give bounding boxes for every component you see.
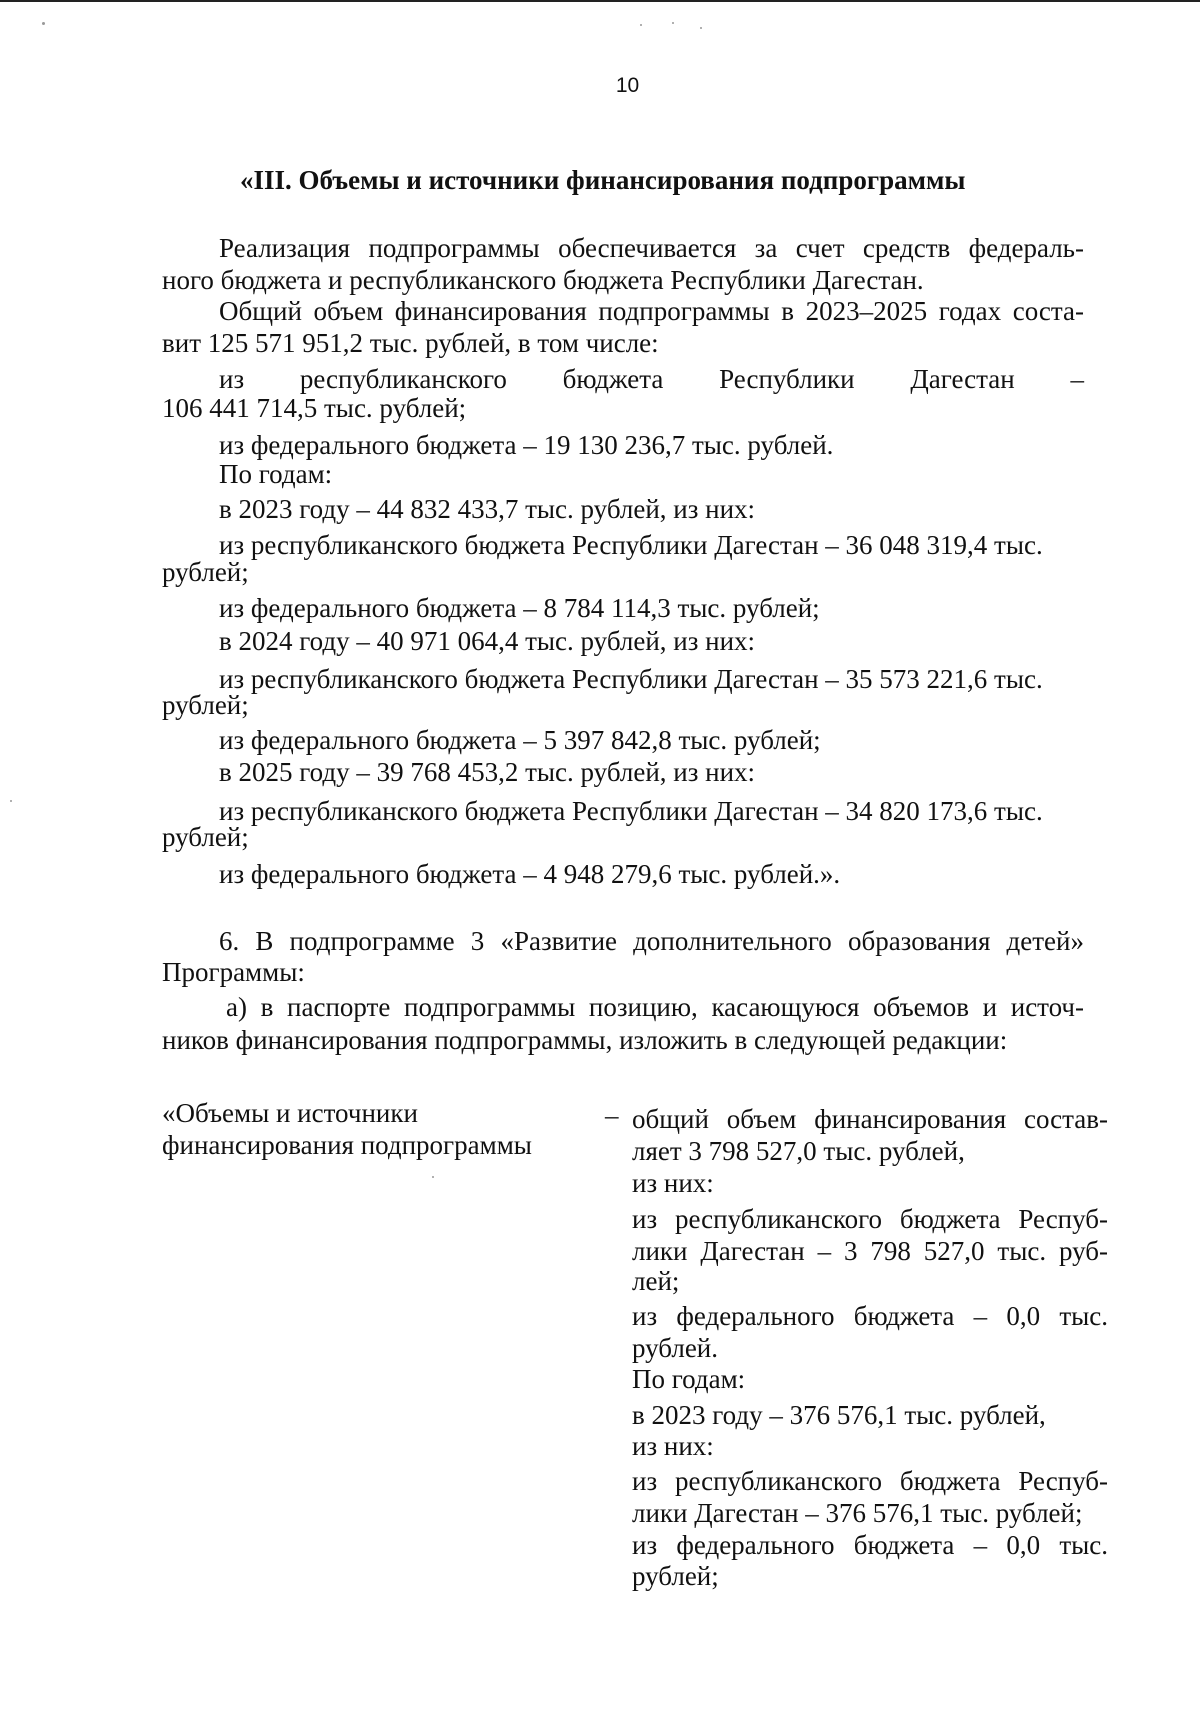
passport-right-line: из них: <box>632 1431 714 1461</box>
passport-right-line: ляет 3 798 527,0 тыс. рублей, <box>632 1136 965 1166</box>
year-total-line: в 2023 году – 44 832 433,7 тыс. рублей, из них: <box>219 494 756 524</box>
passport-right-line: из республиканского бюджета Респуб- <box>632 1204 1108 1234</box>
section-title: «III. Объемы и источники финансирования подпрограммы <box>240 165 966 195</box>
paragraph-line: Реализация подпрограммы обеспечивается за счет средств федераль- <box>219 233 1084 263</box>
paragraph-line: из федерального бюджета – 5 397 842,8 тыс. рублей; <box>219 725 821 755</box>
paragraph-line: Общий объем финансирования подпрограммы в 2023–2025 годах соста- <box>219 296 1084 326</box>
passport-right-line: рублей; <box>632 1561 719 1591</box>
scan-speck <box>640 24 642 26</box>
year-total-line: в 2025 году – 39 768 453,2 тыс. рублей, из них: <box>219 757 756 787</box>
paragraph-line: ного бюджета и республиканского бюджета Республики Дагестан. <box>162 265 924 295</box>
paragraph-line: а) в паспорте подпрограммы позицию, касающуюся объемов и источ- <box>226 992 1084 1022</box>
paragraph-line: из федерального бюджета – 8 784 114,3 тыс. рублей; <box>219 593 820 623</box>
passport-right-line: лики Дагестан – 3 798 527,0 тыс. руб- <box>632 1236 1108 1266</box>
passport-right-line: По годам: <box>632 1364 746 1394</box>
paragraph-line: рублей; <box>162 557 249 587</box>
paragraph-line: 6. В подпрограмме 3 «Развитие дополнительного образования детей» <box>219 926 1084 956</box>
scan-speck <box>10 800 12 802</box>
scan-speck <box>672 22 674 24</box>
paragraph-line: из федерального бюджета – 4 948 279,6 тыс. рублей.». <box>219 859 841 889</box>
passport-right-line: общий объем финансирования состав- <box>632 1104 1108 1134</box>
paragraph-line: 106 441 714,5 тыс. рублей; <box>162 393 467 423</box>
passport-dash: – <box>605 1100 619 1130</box>
year-total-line: в 2024 году – 40 971 064,4 тыс. рублей, из них: <box>219 626 756 656</box>
paragraph-line: из республиканского бюджета Республики Дагестан – 35 573 221,6 тыс. <box>219 664 1043 694</box>
passport-right-line: из республиканского бюджета Респуб- <box>632 1466 1108 1496</box>
page-number: 10 <box>615 74 640 97</box>
scan-speck <box>42 22 45 25</box>
passport-left-label: «Объемы и источники <box>162 1098 418 1128</box>
passport-left-label: финансирования подпрограммы <box>162 1130 532 1160</box>
passport-right-line: в 2023 году – 376 576,1 тыс. рублей, <box>632 1400 1046 1430</box>
passport-right-line: рублей. <box>632 1333 719 1363</box>
scan-speck <box>432 1176 434 1178</box>
scan-speck <box>700 27 702 29</box>
passport-right-line: лей; <box>632 1266 680 1296</box>
paragraph-line: рублей; <box>162 822 249 852</box>
paragraph-line: из федерального бюджета – 19 130 236,7 тыс. рублей. <box>219 430 834 460</box>
paragraph-line: вит 125 571 951,2 тыс. рублей, в том числе: <box>162 328 659 358</box>
passport-right-line: из федерального бюджета – 0,0 тыс. <box>632 1301 1108 1331</box>
passport-right-line: лики Дагестан – 376 576,1 тыс. рублей; <box>632 1498 1083 1528</box>
top-edge-rule <box>0 0 1200 2</box>
paragraph-line: рублей; <box>162 690 249 720</box>
paragraph-line: из республиканского бюджета Республики Дагестан – <box>219 364 1084 394</box>
paragraph-line: Программы: <box>162 957 305 987</box>
passport-right-line: из федерального бюджета – 0,0 тыс. <box>632 1530 1108 1560</box>
paragraph-line: ников финансирования подпрограммы, изложить в следующей редакции: <box>162 1025 1008 1055</box>
paragraph-line: из республиканского бюджета Республики Дагестан – 34 820 173,6 тыс. <box>219 796 1043 826</box>
passport-right-line: из них: <box>632 1168 714 1198</box>
paragraph-line: из республиканского бюджета Республики Дагестан – 36 048 319,4 тыс. <box>219 530 1043 560</box>
paragraph-line: По годам: <box>219 459 333 489</box>
